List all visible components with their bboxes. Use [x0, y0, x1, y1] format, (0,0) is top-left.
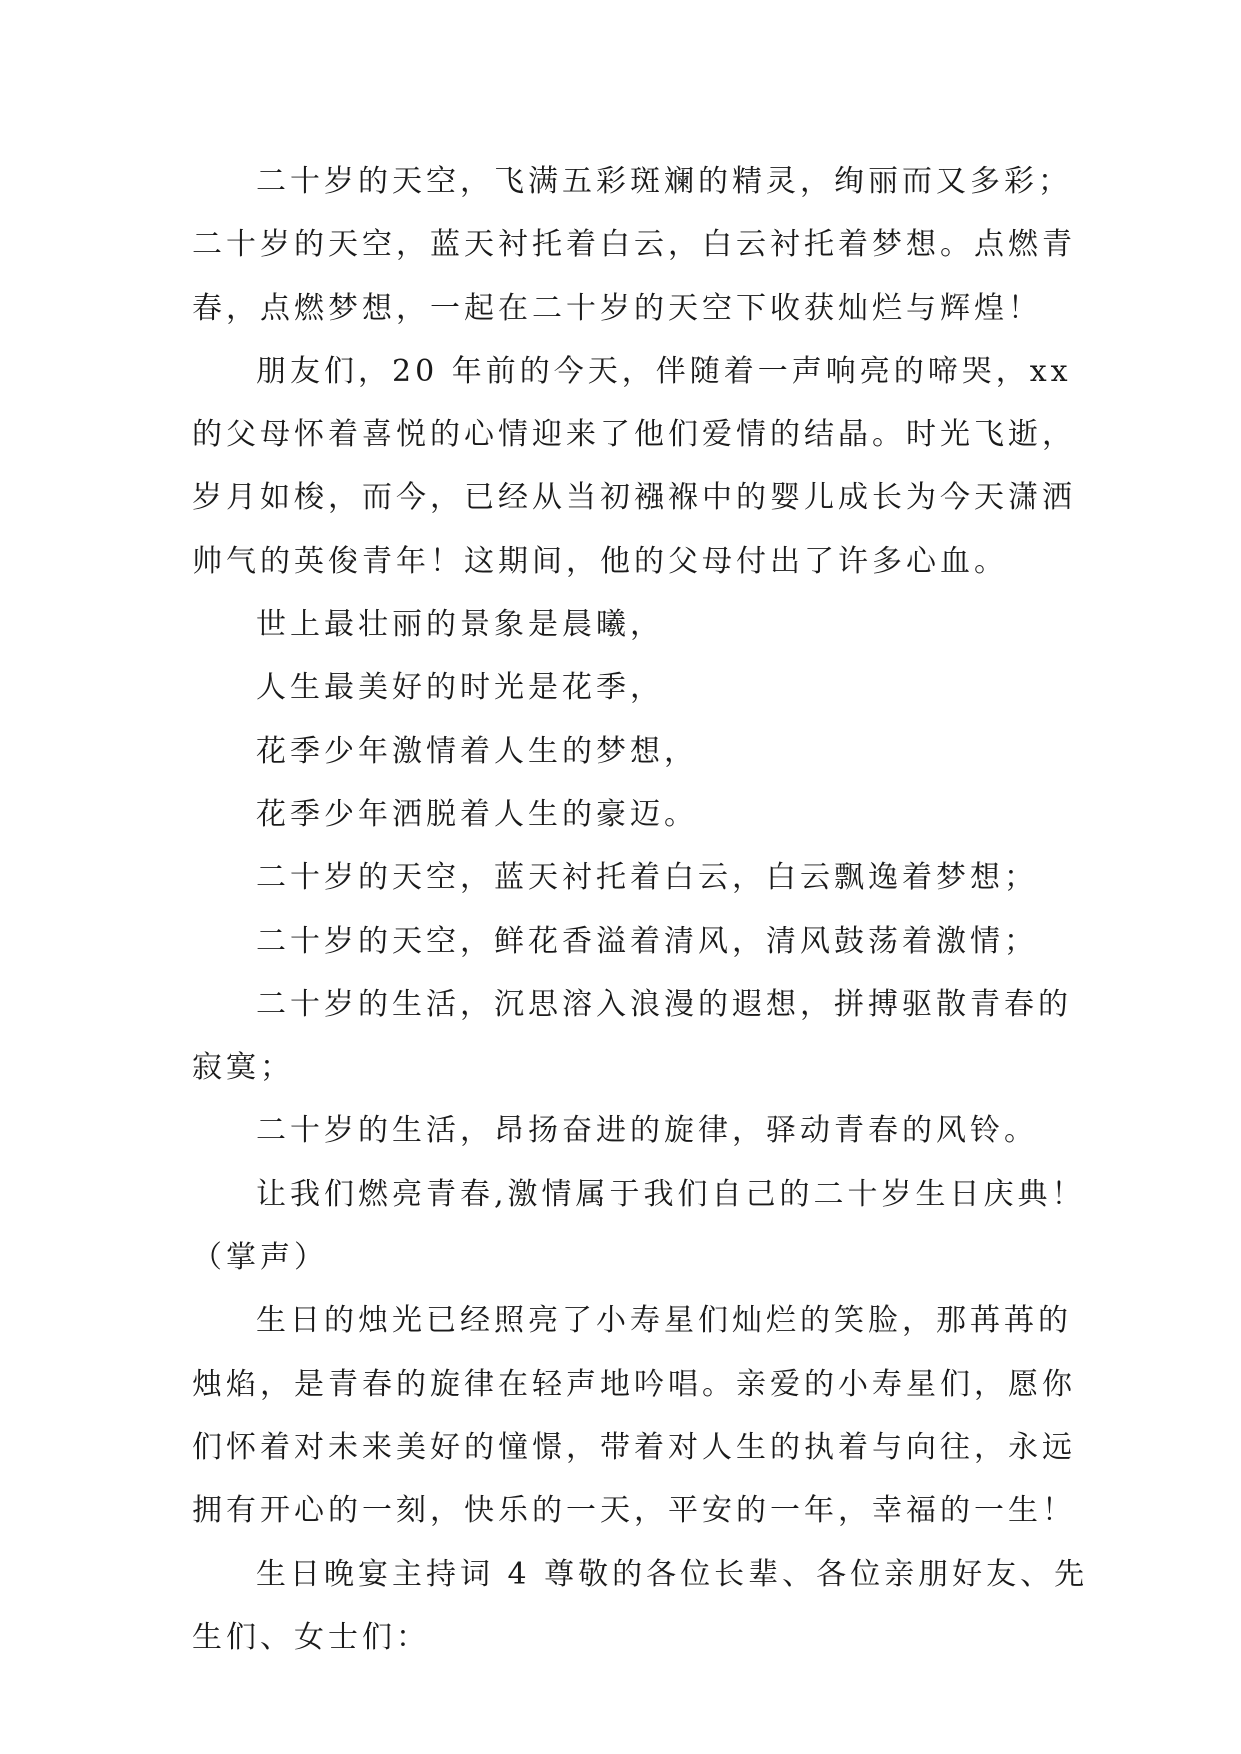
text-line: 花季少年激情着人生的梦想， — [256, 733, 698, 769]
text-line: 寂寞； — [192, 1050, 294, 1086]
text-line: 世上最壮丽的景象是晨曦， — [256, 607, 664, 643]
text-line: 烛焰，是青春的旋律在轻声地吟唱。亲爱的小寿星们，愿你 — [192, 1366, 1076, 1402]
text-line: 二十岁的天空，飞满五彩斑斓的精灵，绚丽而又多彩； — [256, 164, 1072, 199]
text-line: 花季少年洒脱着人生的豪迈。 — [256, 796, 698, 832]
text-line: 二十岁的天空，蓝天衬托着白云，白云飘逸着梦想； — [256, 860, 1038, 896]
text-line: （掌声） — [192, 1240, 328, 1276]
text-line: 生日晚宴主持词 4 尊敬的各位长辈、各位亲朋好友、先 — [256, 1556, 1089, 1592]
text-line: 生们、女士们： — [192, 1619, 430, 1655]
text-line: 的父母怀着喜悦的心情迎来了他们爱情的结晶。时光飞逝， — [192, 417, 1076, 453]
text-line: 春，点燃梦想，一起在二十岁的天空下收获灿烂与辉煌！ — [192, 290, 1042, 326]
text-line: 让我们燃亮青春,激情属于我们自己的二十岁生日庆典！ — [256, 1176, 1086, 1212]
document-body — [192, 150, 1089, 1669]
text-line: 二十岁的生活，沉思溶入浪漫的遐想，拼搏驱散青春的 — [256, 986, 1072, 1022]
text-line: 拥有开心的一刻，快乐的一天，平安的一年，幸福的一生！ — [192, 1493, 1076, 1529]
text-line: 们怀着对未来美好的憧憬，带着对人生的执着与向往，永远 — [192, 1429, 1076, 1465]
text-line: 帅气的英俊青年！这期间，他的父母付出了许多心血。 — [192, 543, 1008, 579]
text-line: 二十岁的天空，鲜花香溢着清风，清风鼓荡着激情； — [256, 923, 1038, 959]
text-line: 岁月如梭，而今，已经从当初襁褓中的婴儿成长为今天潇洒 — [192, 480, 1076, 516]
text-line: 生日的烛光已经照亮了小寿星们灿烂的笑脸，那苒苒的 — [256, 1303, 1072, 1339]
text-line: 朋友们，20 年前的今天，伴随着一声响亮的啼哭，xx — [256, 353, 1072, 389]
text-line: 二十岁的天空，蓝天衬托着白云，白云衬托着梦想。点燃青 — [192, 227, 1076, 263]
text-line: 人生最美好的时光是花季， — [256, 670, 664, 706]
text-line: 二十岁的生活，昂扬奋进的旋律，驿动青春的风铃。 — [256, 1113, 1038, 1149]
